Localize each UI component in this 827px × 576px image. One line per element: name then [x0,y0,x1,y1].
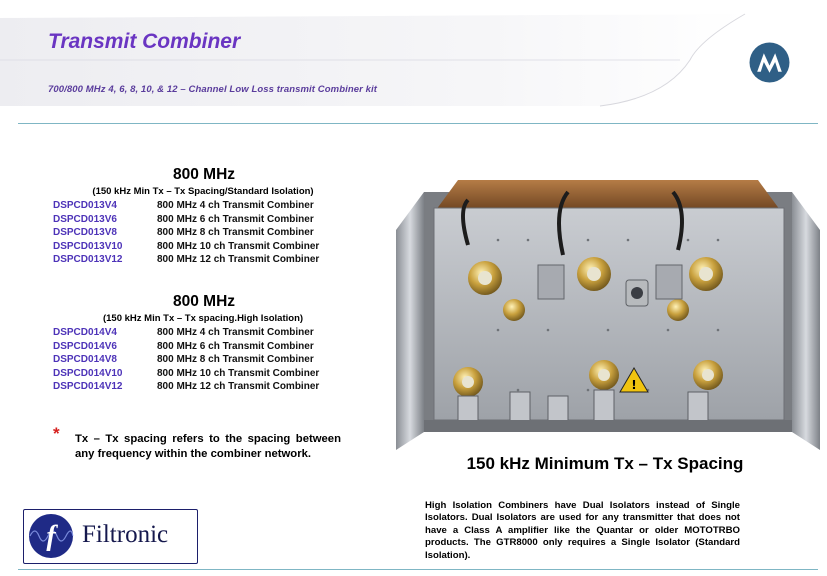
part-description: 800 MHz 12 ch Transmit Combiner [157,381,320,392]
part-description: 800 MHz 6 ch Transmit Combiner [157,340,314,352]
list-item [53,340,363,354]
part-code: DSPCD014V6 [53,340,117,352]
section-standard-title: 800 MHz [172,166,236,183]
footnote-asterisk: * [53,424,60,443]
motorola-logo-icon [749,42,790,83]
part-description: 800 MHz 12 ch Transmit Combiner [157,254,320,265]
part-description: 800 MHz 8 ch Transmit Combiner [157,227,314,238]
list-item [53,380,363,394]
part-description: 800 MHz 10 ch Transmit Combiner [157,240,320,252]
part-code: DSPCD013V8 [53,227,117,238]
part-code: DSPCD013V12 [53,254,123,265]
part-description: 800 MHz 4 ch Transmit Combiner [157,200,314,211]
part-code: DSPCD014V10 [53,367,123,379]
part-description: 800 MHz 10 ch Transmit Combiner [157,367,320,379]
svg-text:!: ! [631,378,637,392]
footnote-text: Tx – Tx spacing refers to the spacing between any frequency within the combiner network. [75,433,341,460]
isolation-description: High Isolation Combiners have Dual Isolators instead of Single Isolators. Dual Isolators are used for any transmitter that does not have a Class A amplifier like the Quantar or older MOTOTRBO products. The GTR8000 only requires a Single Isolator (Standard Isolation). [425,500,740,561]
list-item [53,213,363,227]
filtronic-mark-letter: f [46,521,56,552]
footer-divider [18,569,818,570]
list-item [53,253,363,267]
part-description: 800 MHz 4 ch Transmit Combiner [157,327,314,338]
banner-swoosh [0,0,827,118]
standard-parts-list [53,199,363,267]
list-item [53,226,363,240]
combiner-photo [388,170,824,452]
filtronic-name: Filtronic [82,521,169,548]
header-banner [0,0,827,118]
part-code: DSPCD013V4 [53,200,117,211]
filtronic-logo [23,509,198,564]
part-description: 800 MHz 8 ch Transmit Combiner [157,354,314,365]
part-code: DSPCD013V6 [53,213,117,225]
page-subtitle: 700/800 MHz 4, 6, 8, 10, & 12 – Channel Low Loss transmit Combiner kit [48,84,378,95]
section-high-note: (150 kHz Min Tx – Tx spacing.High Isolation) [102,313,304,324]
section-standard-note: (150 kHz Min Tx – Tx Spacing/Standard Isolation) [92,186,314,197]
filtronic-mark-icon [27,512,75,560]
part-code: DSPCD014V8 [53,354,117,365]
header-divider [18,123,818,124]
section-high-title: 800 MHz [172,293,236,310]
high-isolation-parts-list [53,326,363,394]
page-title: Transmit Combiner [48,30,241,53]
photo-caption: 150 kHz Minimum Tx – Tx Spacing [466,454,744,473]
list-item [53,326,363,340]
list-item [53,367,363,381]
part-code: DSPCD013V10 [53,240,123,252]
list-item [53,199,363,213]
part-code: DSPCD014V4 [53,327,117,338]
list-item [53,353,363,367]
list-item [53,240,363,254]
part-description: 800 MHz 6 ch Transmit Combiner [157,213,314,225]
part-code: DSPCD014V12 [53,381,123,392]
